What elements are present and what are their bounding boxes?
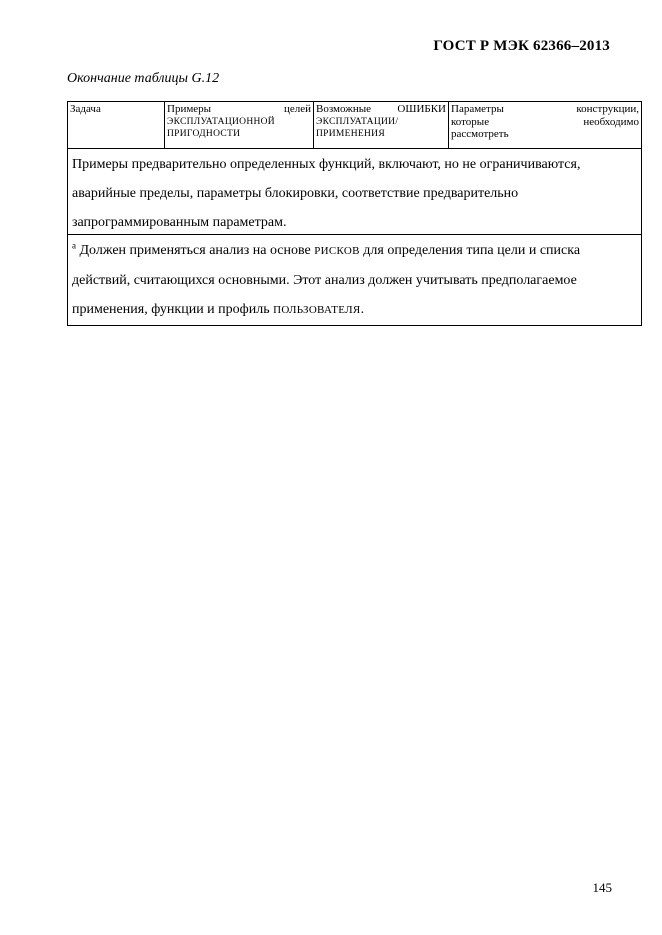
header-usability-goals-line3: ПРИГОДНОСТИ <box>167 129 241 139</box>
examples-row: Примеры предварительно определенных функций, включают, но не ограничиваются, аварийные пределы, параметры блокировки, соответствие предварительно запрограммированным параметрам. <box>68 149 641 235</box>
header-usability-goals-line1: Примеры целей <box>167 103 311 115</box>
page-number: 145 <box>592 880 612 895</box>
header-use-errors-line2: ЭКСПЛУАТАЦИИ/ <box>316 116 399 127</box>
footnote-text-2: для определения типа цели и списка действий, считающихся основными. Этот анализ должен учитывать предполагаемое применения, функции и профиль <box>72 243 581 317</box>
table-caption: Окончание таблицы G.12 <box>67 71 220 86</box>
table-header-row <box>68 102 641 149</box>
header-use-errors <box>314 102 449 148</box>
header-usability-goals-line2: ЭКСПЛУАТАЦИОННОЙ <box>167 116 275 127</box>
header-use-errors-line3: ПРИМЕНЕНИЯ <box>316 129 385 139</box>
footnote-user-term: ПОЛЬЗОВАТЕЛЯ <box>273 304 361 316</box>
footnote-row <box>68 235 641 325</box>
header-design-params-line2: которые необходимо <box>451 115 639 128</box>
header-design-params <box>449 102 641 148</box>
footnote-text-end: . <box>360 302 365 317</box>
header-use-errors-line1: Возможные ОШИБКИ <box>316 103 446 115</box>
header-design-params-line1: Параметры конструкции, <box>451 103 639 115</box>
header-task-label: Задача <box>70 103 101 115</box>
document-code: ГОСТ Р МЭК 62366–2013 <box>433 38 610 54</box>
footnote-marker: a <box>72 240 76 251</box>
footnote-text-1: Должен применяться анализ на основе <box>76 243 315 258</box>
footnote-risk-term: РИСКОВ <box>314 245 360 257</box>
header-task <box>68 102 165 148</box>
table-g12 <box>67 101 642 326</box>
header-design-params-line3: рассмотреть <box>451 128 509 140</box>
header-usability-goals <box>165 102 314 148</box>
